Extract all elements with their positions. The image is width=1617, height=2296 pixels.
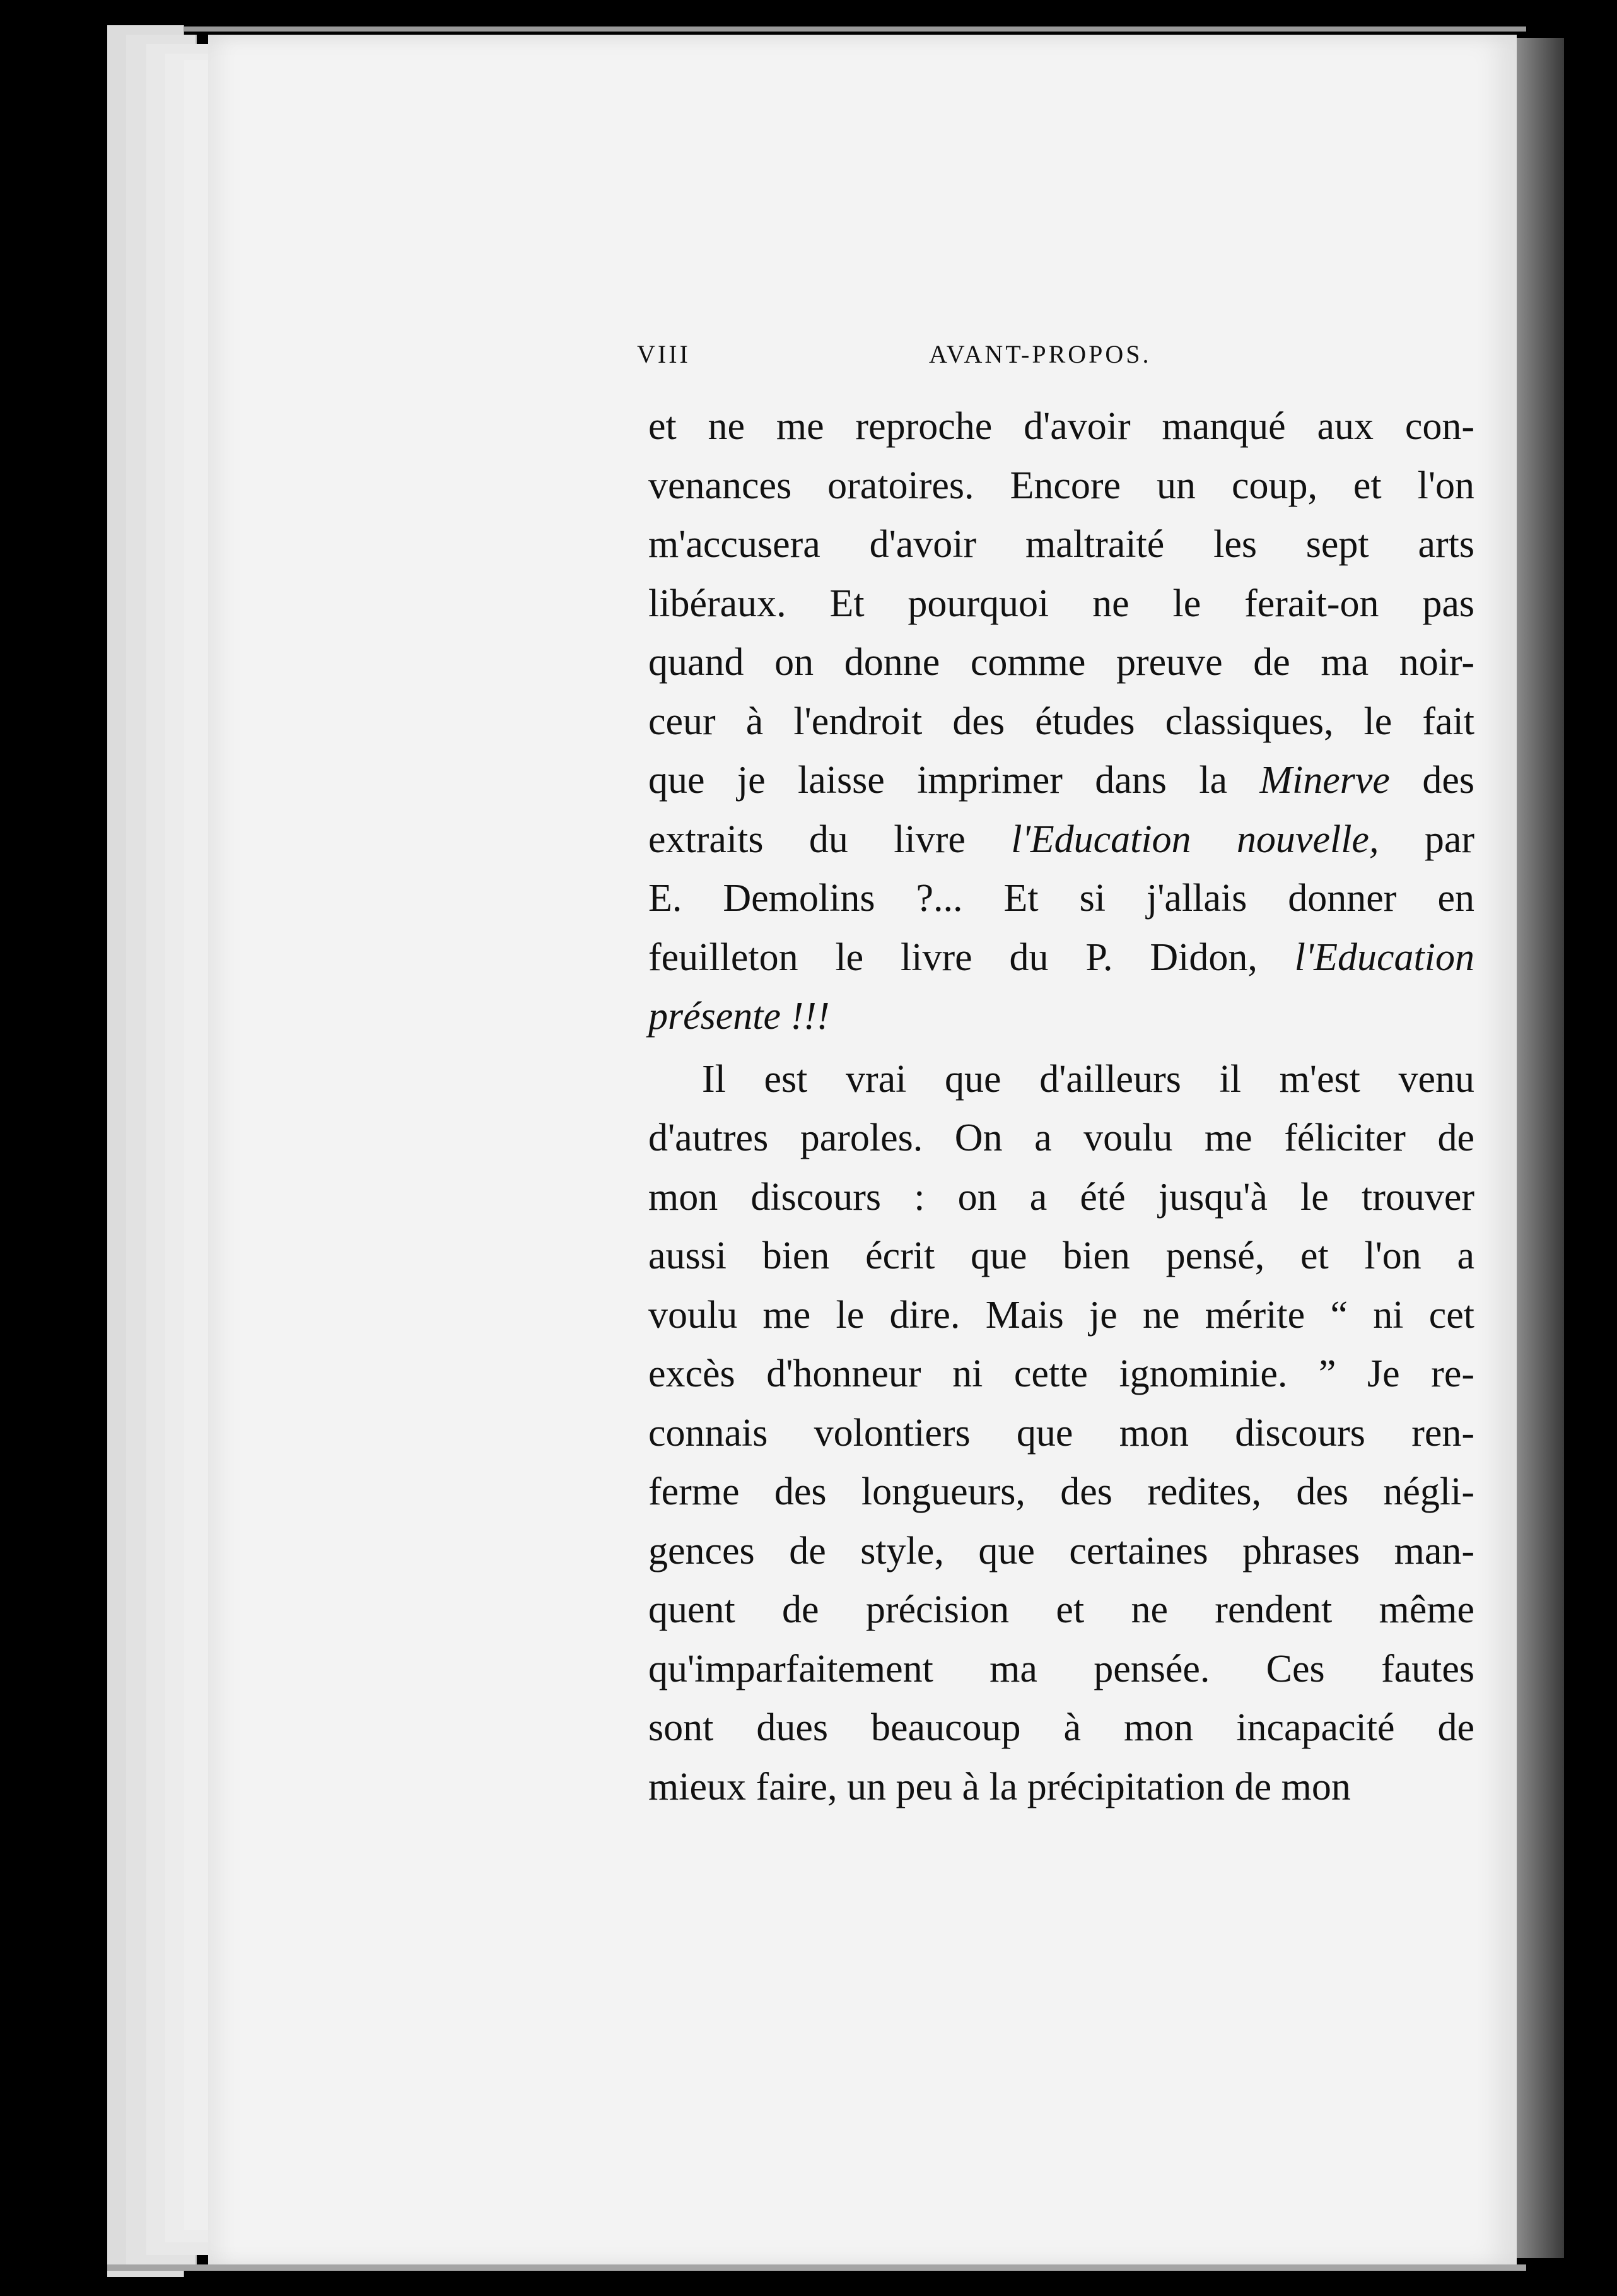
text-line: E. Demolins ?... Et si j'allais donner en xyxy=(648,877,1474,920)
text-line: qu'imparfaitement ma pensée. Ces fautes xyxy=(648,1647,1474,1690)
page-top-edge xyxy=(107,26,1526,32)
text-line xyxy=(648,811,1474,870)
italic-run: présente !!! xyxy=(648,995,830,1038)
page-number: VIII xyxy=(637,340,691,368)
text-line: excès d'honneur ni cette ignominie. ” Je re- xyxy=(648,1352,1474,1395)
text-line: d'autres paroles. On a voulu me féliciter de xyxy=(648,1116,1474,1159)
text-line: aussi bien écrit que bien pensé, et l'on a xyxy=(648,1234,1474,1277)
page-bottom-edge xyxy=(107,2264,1526,2271)
text-line xyxy=(648,928,1474,988)
text-line: et ne me reproche d'avoir manqué aux con- xyxy=(648,405,1474,448)
running-title: AVANT-PROPOS. xyxy=(929,340,1152,368)
text-line: connais volontiers que mon discours ren- xyxy=(648,1411,1474,1455)
text-line: mon discours : on a été jusqu'à le trouver xyxy=(648,1175,1474,1219)
text-line: libéraux. Et pourquoi ne le ferait-on pas xyxy=(648,582,1474,625)
body-text xyxy=(648,397,1474,1817)
text-line: gences de style, que certaines phrases man- xyxy=(648,1529,1474,1573)
text-run: que je laisse imprimer dans la xyxy=(648,759,1260,802)
text-line xyxy=(648,751,1474,811)
italic-run: l'Education xyxy=(1294,935,1474,979)
text-line: ceur à l'endroit des études classiques, le fait xyxy=(648,700,1474,743)
italic-run: Minerve xyxy=(1259,759,1390,802)
text-line: m'accusera d'avoir maltraité les sept arts xyxy=(648,523,1474,566)
text-line: venances oratoires. Encore un coup, et l'on xyxy=(648,464,1474,507)
text-run: extraits du livre xyxy=(648,817,1012,861)
text-run: feuilleton le livre du P. Didon, xyxy=(648,935,1295,979)
text-line: voulu me le dire. Mais je ne mérite “ ni cet xyxy=(648,1293,1474,1337)
text-line: quent de précision et ne rendent même xyxy=(648,1588,1474,1631)
italic-run: l'Education nouvelle, xyxy=(1011,817,1379,861)
text-run: des xyxy=(1389,759,1474,802)
text-line: quand on donne comme preuve de ma noir- xyxy=(648,641,1474,684)
gutter-shadow xyxy=(1517,38,1564,2258)
text-run: par xyxy=(1379,817,1474,861)
text-line: sont dues beaucoup à mon incapacité de xyxy=(648,1706,1474,1749)
text-line: mieux faire, un peu à la précipitation de mon xyxy=(648,1765,1351,1808)
text-line xyxy=(648,987,1474,1046)
text-line: ferme des longueurs, des redites, des négli- xyxy=(648,1470,1474,1513)
text-line: Il est vrai que d'ailleurs il m'est venu xyxy=(702,1057,1474,1101)
page-header xyxy=(637,339,1476,371)
